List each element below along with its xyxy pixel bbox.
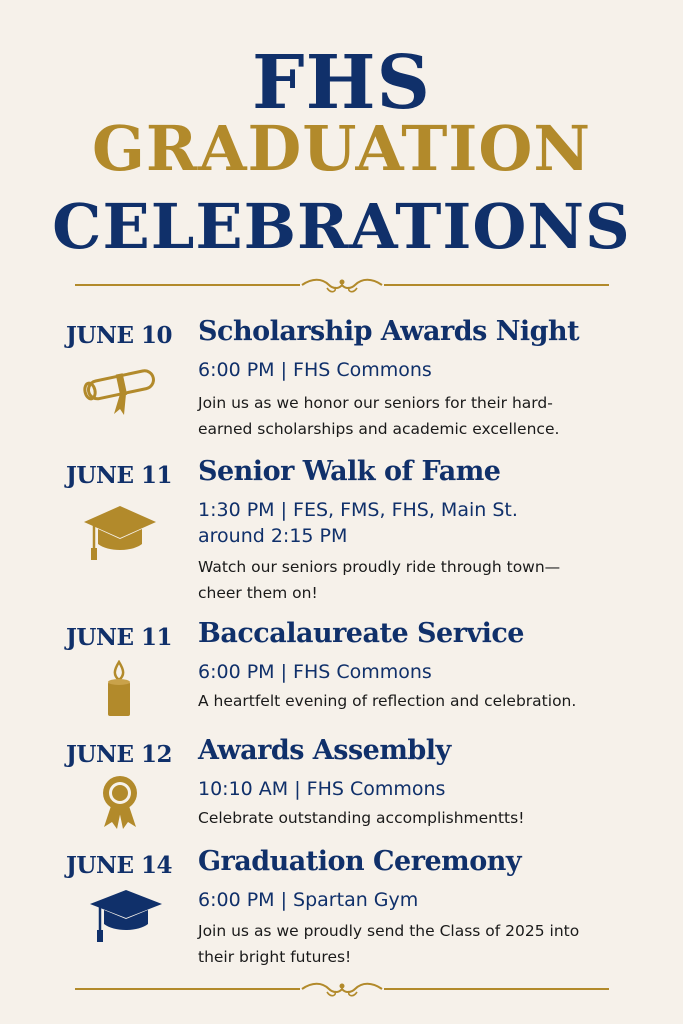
event-title: Graduation Ceremony: [198, 846, 522, 877]
event-description: Watch our seniors proudly ride through town—cheer them on!: [198, 558, 561, 602]
event-time-location: 6:00 PM | FHS Commons: [198, 359, 432, 381]
event-title: Scholarship Awards Night: [198, 316, 580, 347]
event-description: Join us as we honor our seniors for their hard-earned scholarships and academic excellence.: [198, 394, 560, 438]
event-date: JUNE 11: [66, 462, 173, 489]
title-fhs: FHS: [252, 40, 431, 126]
event-title: Senior Walk of Fame: [198, 456, 501, 487]
flourish-ornament-icon: [297, 978, 387, 1000]
event-date: JUNE 12: [66, 741, 173, 768]
event-description: Celebrate outstanding accomplishmentts!: [198, 809, 525, 827]
event-time-location: 1:30 PM | FES, FMS, FHS, Main St.: [198, 499, 518, 521]
diploma-icon: [80, 366, 160, 418]
event-date: JUNE 14: [66, 852, 173, 879]
bottom-divider: [75, 978, 609, 1000]
award-ribbon-icon: [100, 773, 140, 831]
flourish-ornament-icon: [297, 274, 387, 296]
event-time-location-secondary: around 2:15 PM: [198, 525, 348, 547]
event-date: JUNE 10: [66, 322, 173, 349]
graduation-cap-icon: [82, 504, 158, 564]
candle-icon: [104, 660, 134, 718]
event-time-location: 10:10 AM | FHS Commons: [198, 778, 446, 800]
event-description: Join us as we proudly send the Class of 2025 into their bright futures!: [198, 922, 580, 966]
title-graduation: GRADUATION: [91, 112, 592, 185]
event-time-location: 6:00 PM | Spartan Gym: [198, 889, 419, 911]
title-celebrations: CELEBRATIONS: [52, 190, 631, 263]
event-description: A heartfelt evening of reflection and celebration.: [198, 692, 577, 710]
top-divider: [75, 274, 609, 296]
event-title: Baccalaureate Service: [198, 618, 524, 649]
event-time-location: 6:00 PM | FHS Commons: [198, 661, 432, 683]
graduation-cap-icon: [88, 888, 164, 946]
event-date: JUNE 11: [66, 624, 173, 651]
event-title: Awards Assembly: [198, 735, 451, 766]
